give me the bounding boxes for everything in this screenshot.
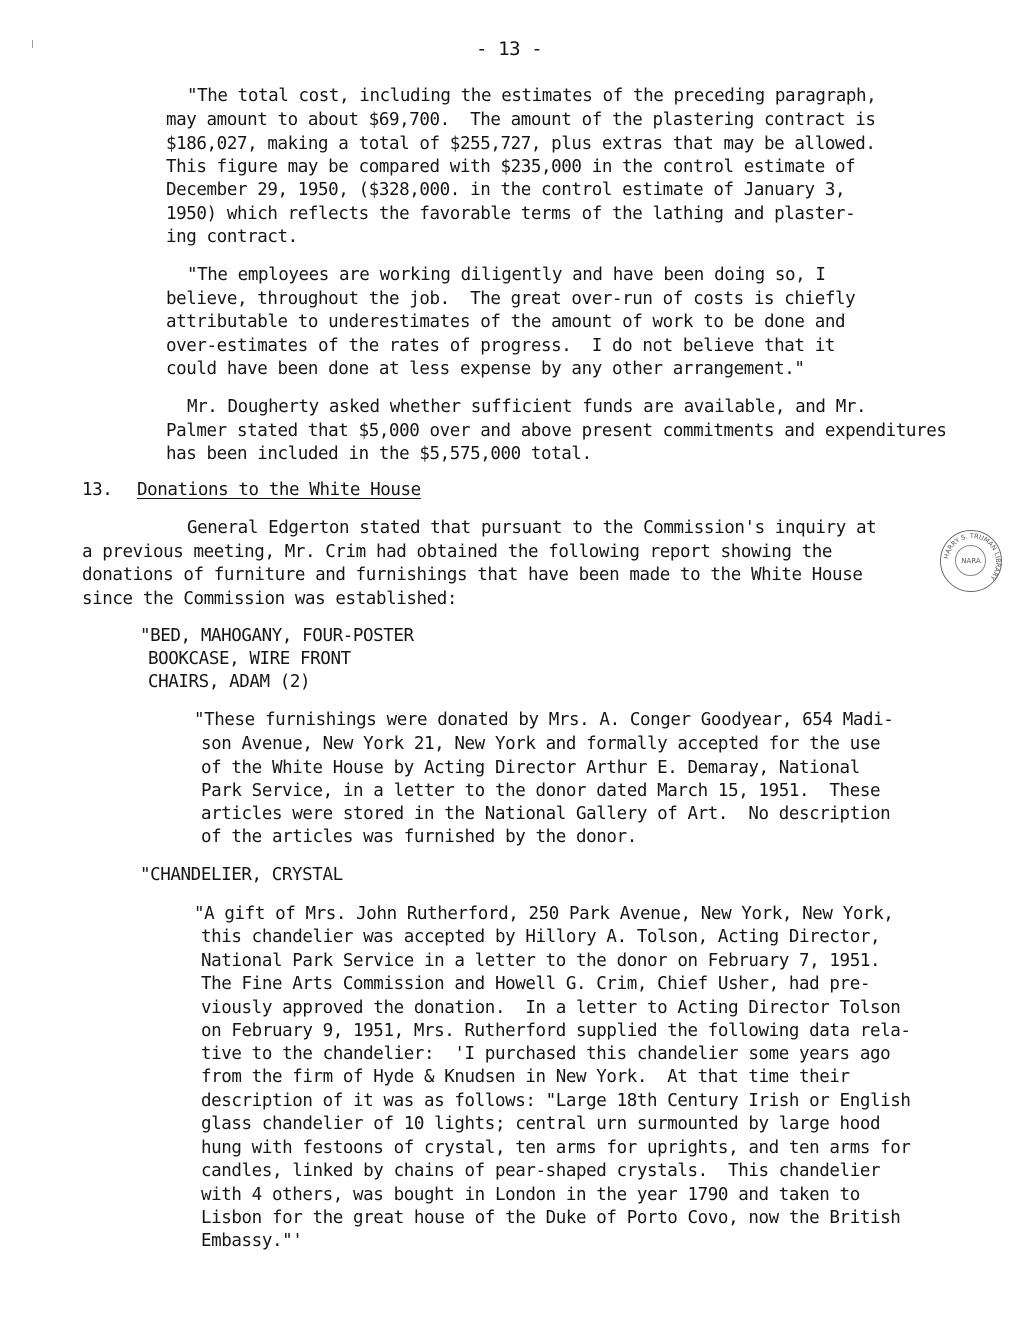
library-stamp (940, 530, 1002, 592)
item-heading: CHAIRS, ADAM (2) (148, 672, 311, 692)
text-line: Park Service, in a letter to the donor dated March 15, 1951. These (201, 781, 881, 801)
text-line: a previous meeting, Mr. Crim had obtained the following report showing the (82, 542, 833, 562)
text-line: believe, throughout the job. The great over-run of costs is chiefly (166, 289, 856, 309)
page-number: - 13 - (476, 38, 543, 60)
text-line: donations of furniture and furnishings that have been made to the White House (82, 565, 863, 585)
text-line: of the White House by Acting Director Arthur E. Demaray, National (201, 758, 860, 778)
stamp-ring-label: HARRY S. TRUMAN LIBRARY (942, 531, 1003, 582)
section-heading: Donations to the White House (137, 480, 421, 500)
text-line: Palmer stated that $5,000 over and above present commitments and expenditures (166, 421, 947, 441)
text-line: hung with festoons of crystal, ten arms for uprights, and ten arms for (201, 1138, 911, 1158)
text-line: This figure may be compared with $235,000 in the control estimate of (166, 157, 856, 177)
text-line: tive to the chandelier: 'I purchased this chandelier some years ago (201, 1044, 891, 1064)
text-line: of the articles was furnished by the donor. (201, 827, 637, 847)
text-line: articles were stored in the National Gallery of Art. No description (201, 804, 891, 824)
text-line: ing contract. (166, 227, 298, 247)
text-line: attributable to underestimates of the amount of work to be done and (166, 312, 846, 332)
text-line: The Fine Arts Commission and Howell G. Crim, Chief Usher, had pre- (201, 974, 870, 994)
text-line: son Avenue, New York 21, New York and formally accepted for the use (201, 734, 881, 754)
item-heading: "BED, MAHOGANY, FOUR-POSTER (140, 626, 414, 646)
text-line: "The total cost, including the estimates of the preceding paragraph, (187, 86, 877, 106)
text-line: $186,027, making a total of $255,727, plus extras that may be allowed. (166, 134, 876, 154)
text-line: candles, linked by chains of pear-shaped crystals. This chandelier (201, 1161, 881, 1181)
text-line: Mr. Dougherty asked whether sufficient funds are available, and Mr. (187, 397, 867, 417)
text-line: December 29, 1950, ($328,000. in the control estimate of January 3, (166, 180, 846, 200)
text-line: from the firm of Hyde & Knudsen in New York. At that time their (201, 1067, 850, 1087)
text-line: this chandelier was accepted by Hillory A. Tolson, Acting Director, (201, 927, 881, 947)
text-line: National Park Service in a letter to the donor on February 7, 1951. (201, 951, 881, 971)
text-line: since the Commission was established: (82, 589, 458, 609)
text-line: "A gift of Mrs. John Rutherford, 250 Park Avenue, New York, New York, (194, 904, 894, 924)
text-line: description of it was as follows: "Large 18th Century Irish or English (201, 1091, 911, 1111)
text-line: Embassy."' (201, 1231, 303, 1251)
text-line: may amount to about $69,700. The amount of the plastering contract is (166, 110, 876, 130)
text-line: on February 9, 1951, Mrs. Rutherford supplied the following data rela- (201, 1021, 911, 1041)
page-margin-mark (32, 40, 33, 48)
text-line: could have been done at less expense by any other arrangement." (166, 359, 805, 379)
text-line: "The employees are working diligently and have been doing so, I (187, 265, 826, 285)
text-line: with 4 others, was bought in London in the year 1790 and taken to (201, 1185, 860, 1205)
item-heading: BOOKCASE, WIRE FRONT (148, 649, 351, 669)
stamp-center-label: NARA (961, 557, 981, 565)
item-heading: "CHANDELIER, CRYSTAL (140, 865, 343, 885)
text-line: over-estimates of the rates of progress. I do not believe that it (166, 336, 835, 356)
text-line: General Edgerton stated that pursuant to the Commission's inquiry at (187, 518, 877, 538)
text-line: Lisbon for the great house of the Duke of Porto Covo, now the British (201, 1208, 901, 1228)
section-number: 13. (82, 480, 113, 500)
text-line: viously approved the donation. In a letter to Acting Director Tolson (201, 998, 901, 1018)
text-line: has been included in the $5,575,000 total. (166, 444, 592, 464)
text-line: "These furnishings were donated by Mrs. A. Conger Goodyear, 654 Madi- (194, 710, 894, 730)
text-line: 1950) which reflects the favorable terms of the lathing and plaster- (166, 204, 856, 224)
text-line: glass chandelier of 10 lights; central urn surmounted by large hood (201, 1114, 881, 1134)
